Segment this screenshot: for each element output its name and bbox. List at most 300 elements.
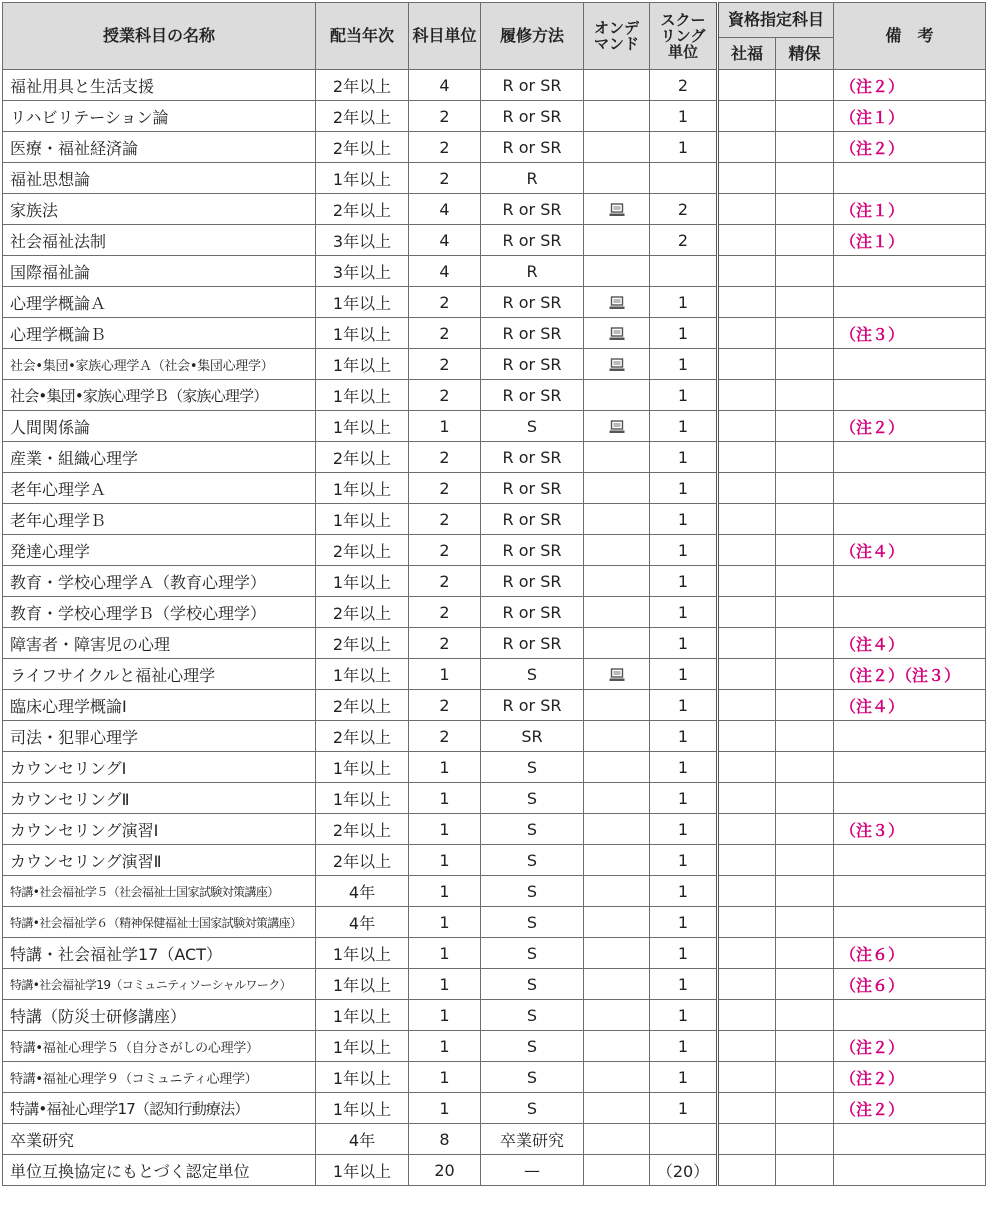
course-shafuku: [718, 411, 776, 442]
course-name: 医療・福祉経済論: [3, 132, 316, 163]
course-shafuku: [718, 1124, 776, 1155]
course-credits: 2: [409, 442, 481, 473]
course-seiho: [776, 132, 834, 163]
course-schooling: 1: [650, 597, 718, 628]
course-method: R or SR: [481, 70, 584, 101]
course-method: R or SR: [481, 318, 584, 349]
course-ondemand: [584, 597, 650, 628]
course-method: R or SR: [481, 349, 584, 380]
course-ondemand: [584, 163, 650, 194]
course-shafuku: [718, 876, 776, 907]
course-schooling: 1: [650, 101, 718, 132]
course-shafuku: [718, 690, 776, 721]
course-note: （注１）: [834, 194, 986, 225]
course-seiho: [776, 194, 834, 225]
course-year: 2年以上: [316, 442, 409, 473]
course-schooling: 1: [650, 1031, 718, 1062]
course-year: 1年以上: [316, 1093, 409, 1124]
table-row: [3, 969, 986, 1000]
course-credits: 1: [409, 907, 481, 938]
course-seiho: [776, 876, 834, 907]
course-method: S: [481, 876, 584, 907]
course-ondemand: [584, 287, 650, 318]
table-row: [3, 535, 986, 566]
course-credits: 1: [409, 1031, 481, 1062]
course-year: 4年: [316, 1124, 409, 1155]
course-year: 2年以上: [316, 101, 409, 132]
computer-icon: [609, 296, 625, 310]
course-seiho: [776, 845, 834, 876]
course-schooling: 2: [650, 225, 718, 256]
course-note: [834, 473, 986, 504]
course-note: （注２）: [834, 70, 986, 101]
course-method: S: [481, 1031, 584, 1062]
course-ondemand: [584, 225, 650, 256]
course-method: R or SR: [481, 442, 584, 473]
header-name: 授業科目の名称: [3, 3, 316, 70]
course-ondemand: [584, 938, 650, 969]
course-year: 2年以上: [316, 845, 409, 876]
course-credits: 1: [409, 411, 481, 442]
course-name: 特講•社会福祉学５（社会福祉士国家試験対策講座）: [3, 876, 316, 907]
header-row: [3, 3, 986, 38]
header-ondemand: [584, 3, 650, 70]
course-name: 心理学概論Ｂ: [3, 318, 316, 349]
course-schooling: 1: [650, 845, 718, 876]
computer-icon: [609, 668, 625, 682]
course-shafuku: [718, 597, 776, 628]
course-schooling: [650, 1124, 718, 1155]
course-credits: 2: [409, 101, 481, 132]
course-method: 卒業研究: [481, 1124, 584, 1155]
table-row: [3, 70, 986, 101]
course-ondemand: [584, 628, 650, 659]
course-schooling: 1: [650, 504, 718, 535]
course-name: 国際福祉論: [3, 256, 316, 287]
table-row: [3, 101, 986, 132]
course-method: S: [481, 938, 584, 969]
course-year: 2年以上: [316, 628, 409, 659]
course-schooling: 1: [650, 907, 718, 938]
course-note: （注４）: [834, 535, 986, 566]
course-note: （注６）: [834, 969, 986, 1000]
course-schooling: 1: [650, 690, 718, 721]
course-seiho: [776, 504, 834, 535]
course-schooling: 1: [650, 814, 718, 845]
course-year: 1年以上: [316, 938, 409, 969]
course-seiho: [776, 101, 834, 132]
course-credits: 4: [409, 256, 481, 287]
course-seiho: [776, 907, 834, 938]
course-note: （注４）: [834, 628, 986, 659]
course-year: 1年以上: [316, 380, 409, 411]
course-shafuku: [718, 101, 776, 132]
course-schooling: 1: [650, 535, 718, 566]
course-credits: 2: [409, 318, 481, 349]
course-method: R or SR: [481, 504, 584, 535]
course-note: （注２）: [834, 411, 986, 442]
header-ondemand-line1: オンデ: [593, 19, 639, 37]
course-schooling: 1: [650, 349, 718, 380]
course-schooling: 1: [650, 318, 718, 349]
course-ondemand: [584, 845, 650, 876]
course-shafuku: [718, 318, 776, 349]
course-credits: 1: [409, 1000, 481, 1031]
course-seiho: [776, 442, 834, 473]
course-credits: 2: [409, 535, 481, 566]
course-seiho: [776, 225, 834, 256]
course-seiho: [776, 566, 834, 597]
course-name: 心理学概論Ａ: [3, 287, 316, 318]
course-year: 2年以上: [316, 721, 409, 752]
course-note: [834, 597, 986, 628]
course-year: 2年以上: [316, 194, 409, 225]
course-shafuku: [718, 814, 776, 845]
course-shafuku: [718, 907, 776, 938]
course-seiho: [776, 969, 834, 1000]
course-shafuku: [718, 783, 776, 814]
course-shafuku: [718, 659, 776, 690]
course-name: 福祉用具と生活支援: [3, 70, 316, 101]
course-name: カウンセリングⅡ: [3, 783, 316, 814]
course-name: 人間関係論: [3, 411, 316, 442]
course-schooling: 1: [650, 1093, 718, 1124]
course-credits: 2: [409, 690, 481, 721]
course-seiho: [776, 287, 834, 318]
course-credits: 2: [409, 721, 481, 752]
course-seiho: [776, 349, 834, 380]
course-method: S: [481, 783, 584, 814]
course-method: R: [481, 256, 584, 287]
course-name: 臨床心理学概論Ⅰ: [3, 690, 316, 721]
course-note: （注６）: [834, 938, 986, 969]
computer-icon: [609, 327, 625, 341]
header-notes-label: 備 考: [885, 26, 934, 45]
course-ondemand: [584, 1031, 650, 1062]
header-year: 配当年次: [316, 3, 409, 70]
course-year: 1年以上: [316, 969, 409, 1000]
course-note: [834, 256, 986, 287]
course-year: 1年以上: [316, 1155, 409, 1186]
course-ondemand: [584, 256, 650, 287]
course-ondemand: [584, 473, 650, 504]
course-note: （注２）: [834, 1062, 986, 1093]
table-row: [3, 225, 986, 256]
course-ondemand: [584, 70, 650, 101]
course-name: 特講•福祉心理学５（自分さがしの心理学）: [3, 1031, 316, 1062]
course-schooling: 1: [650, 876, 718, 907]
course-method: R or SR: [481, 225, 584, 256]
course-credits: 4: [409, 225, 481, 256]
course-name: 老年心理学Ｂ: [3, 504, 316, 535]
course-name: 障害者・障害児の心理: [3, 628, 316, 659]
course-schooling: 2: [650, 194, 718, 225]
course-seiho: [776, 473, 834, 504]
course-schooling: （20）: [650, 1155, 718, 1186]
course-credits: 1: [409, 1062, 481, 1093]
computer-icon: [609, 420, 625, 434]
course-seiho: [776, 938, 834, 969]
course-method: R or SR: [481, 566, 584, 597]
course-seiho: [776, 318, 834, 349]
header-schooling: [650, 3, 718, 70]
course-seiho: [776, 1031, 834, 1062]
course-credits: 2: [409, 566, 481, 597]
course-credits: 8: [409, 1124, 481, 1155]
course-method: SR: [481, 721, 584, 752]
table-row: [3, 783, 986, 814]
course-credits: 1: [409, 969, 481, 1000]
table-row: [3, 1124, 986, 1155]
course-credits: 2: [409, 287, 481, 318]
course-shafuku: [718, 969, 776, 1000]
course-note: [834, 1000, 986, 1031]
course-shafuku: [718, 504, 776, 535]
course-schooling: 1: [650, 1000, 718, 1031]
course-seiho: [776, 1000, 834, 1031]
course-name: 社会福祉法制: [3, 225, 316, 256]
course-seiho: [776, 380, 834, 411]
table-row: [3, 442, 986, 473]
table-row: [3, 287, 986, 318]
course-credits: 2: [409, 163, 481, 194]
course-year: 2年以上: [316, 70, 409, 101]
course-schooling: 1: [650, 1062, 718, 1093]
course-method: S: [481, 845, 584, 876]
course-seiho: [776, 721, 834, 752]
course-seiho: [776, 411, 834, 442]
course-schooling: [650, 256, 718, 287]
course-schooling: 1: [650, 752, 718, 783]
course-shafuku: [718, 535, 776, 566]
table-row: [3, 690, 986, 721]
course-method: S: [481, 969, 584, 1000]
course-year: 2年以上: [316, 535, 409, 566]
course-credits: 2: [409, 380, 481, 411]
course-note: [834, 1155, 986, 1186]
course-name: 教育・学校心理学Ａ（教育心理学）: [3, 566, 316, 597]
course-shafuku: [718, 473, 776, 504]
table-row: [3, 659, 986, 690]
course-seiho: [776, 70, 834, 101]
course-schooling: 1: [650, 721, 718, 752]
course-year: 3年以上: [316, 225, 409, 256]
course-year: 1年以上: [316, 783, 409, 814]
course-note: （注１）: [834, 101, 986, 132]
table-body: [3, 70, 986, 1186]
course-credits: 1: [409, 1093, 481, 1124]
table-row: [3, 504, 986, 535]
course-credits: 4: [409, 70, 481, 101]
table-row: [3, 876, 986, 907]
course-credits: 2: [409, 132, 481, 163]
course-schooling: 1: [650, 442, 718, 473]
table-row: [3, 1000, 986, 1031]
course-name: 特講•福祉心理学17（認知行動療法）: [3, 1093, 316, 1124]
course-year: 2年以上: [316, 132, 409, 163]
course-shafuku: [718, 349, 776, 380]
table-row: [3, 597, 986, 628]
course-ondemand: [584, 535, 650, 566]
course-shafuku: [718, 1031, 776, 1062]
course-name: カウンセリング演習Ⅱ: [3, 845, 316, 876]
course-year: 1年以上: [316, 1000, 409, 1031]
course-credits: 1: [409, 752, 481, 783]
course-seiho: [776, 256, 834, 287]
course-shafuku: [718, 1155, 776, 1186]
course-note: （注２）: [834, 1031, 986, 1062]
course-method: S: [481, 411, 584, 442]
course-note: [834, 442, 986, 473]
table-row: [3, 349, 986, 380]
course-note: [834, 566, 986, 597]
course-method: S: [481, 1062, 584, 1093]
course-credits: 2: [409, 597, 481, 628]
course-name: カウンセリング演習Ⅰ: [3, 814, 316, 845]
course-note: [834, 907, 986, 938]
course-credits: 1: [409, 659, 481, 690]
course-shafuku: [718, 628, 776, 659]
course-credits: 20: [409, 1155, 481, 1186]
course-name: 特講•社会福祉学６（精神保健福祉士国家試験対策講座）: [3, 907, 316, 938]
course-schooling: 1: [650, 132, 718, 163]
course-schooling: 1: [650, 659, 718, 690]
table-row: [3, 318, 986, 349]
course-schooling: 1: [650, 287, 718, 318]
course-ondemand: [584, 1062, 650, 1093]
computer-icon: [609, 203, 625, 217]
course-year: 1年以上: [316, 659, 409, 690]
course-ondemand: [584, 411, 650, 442]
course-note: [834, 1124, 986, 1155]
course-schooling: 2: [650, 70, 718, 101]
course-name: カウンセリングⅠ: [3, 752, 316, 783]
header-shafuku: 社福: [718, 38, 776, 70]
header-method: 履修方法: [481, 3, 584, 70]
course-shafuku: [718, 163, 776, 194]
course-year: 4年: [316, 907, 409, 938]
table-row: [3, 721, 986, 752]
course-seiho: [776, 783, 834, 814]
course-credits: 1: [409, 814, 481, 845]
course-shafuku: [718, 287, 776, 318]
course-ondemand: [584, 132, 650, 163]
course-note: [834, 876, 986, 907]
course-year: 2年以上: [316, 690, 409, 721]
course-schooling: [650, 163, 718, 194]
course-year: 2年以上: [316, 597, 409, 628]
course-seiho: [776, 1124, 834, 1155]
course-ondemand: [584, 504, 650, 535]
table-row: [3, 628, 986, 659]
table-row: [3, 814, 986, 845]
course-shafuku: [718, 70, 776, 101]
table-row: [3, 938, 986, 969]
course-seiho: [776, 163, 834, 194]
course-name: 特講•福祉心理学９（コミュニティ心理学）: [3, 1062, 316, 1093]
table-row: [3, 566, 986, 597]
course-note: [834, 380, 986, 411]
course-method: R or SR: [481, 194, 584, 225]
course-name: 卒業研究: [3, 1124, 316, 1155]
course-ondemand: [584, 1000, 650, 1031]
course-shafuku: [718, 225, 776, 256]
course-year: 1年以上: [316, 473, 409, 504]
header-schooling-line3: 単位: [667, 43, 698, 61]
course-ondemand: [584, 566, 650, 597]
course-note: [834, 721, 986, 752]
course-method: S: [481, 907, 584, 938]
course-schooling: 1: [650, 783, 718, 814]
course-ondemand: [584, 194, 650, 225]
course-table: [2, 2, 986, 1186]
course-credits: 2: [409, 473, 481, 504]
header-credits: 科目単位: [409, 3, 481, 70]
computer-icon: [609, 358, 625, 372]
course-shafuku: [718, 132, 776, 163]
course-seiho: [776, 597, 834, 628]
course-ondemand: [584, 907, 650, 938]
course-method: R or SR: [481, 380, 584, 411]
course-method: S: [481, 752, 584, 783]
course-ondemand: [584, 814, 650, 845]
course-shafuku: [718, 845, 776, 876]
course-name: 老年心理学Ａ: [3, 473, 316, 504]
course-shafuku: [718, 1093, 776, 1124]
course-method: R or SR: [481, 473, 584, 504]
course-name: 教育・学校心理学Ｂ（学校心理学）: [3, 597, 316, 628]
course-shafuku: [718, 1062, 776, 1093]
course-note: [834, 783, 986, 814]
course-year: 1年以上: [316, 411, 409, 442]
course-seiho: [776, 659, 834, 690]
course-name: 発達心理学: [3, 535, 316, 566]
course-method: S: [481, 814, 584, 845]
header-qualification: 資格指定科目: [718, 3, 834, 38]
course-year: 1年以上: [316, 349, 409, 380]
course-note: （注３）: [834, 318, 986, 349]
course-ondemand: [584, 690, 650, 721]
course-name: 産業・組織心理学: [3, 442, 316, 473]
course-ondemand: [584, 876, 650, 907]
course-ondemand: [584, 380, 650, 411]
course-ondemand: [584, 349, 650, 380]
course-note: （注２）（注３）: [834, 659, 986, 690]
course-credits: 1: [409, 938, 481, 969]
course-shafuku: [718, 721, 776, 752]
course-note: [834, 752, 986, 783]
table-row: [3, 1093, 986, 1124]
course-note: [834, 163, 986, 194]
course-schooling: 1: [650, 473, 718, 504]
course-seiho: [776, 1062, 834, 1093]
course-credits: 2: [409, 504, 481, 535]
course-credits: 2: [409, 628, 481, 659]
course-name: 単位互換協定にもとづく認定単位: [3, 1155, 316, 1186]
course-method: S: [481, 1093, 584, 1124]
course-method: R or SR: [481, 101, 584, 132]
course-method: R or SR: [481, 597, 584, 628]
table-row: [3, 1155, 986, 1186]
course-year: 1年以上: [316, 504, 409, 535]
course-year: 1年以上: [316, 1062, 409, 1093]
course-name: 特講（防災士研修講座）: [3, 1000, 316, 1031]
table-row: [3, 132, 986, 163]
course-seiho: [776, 1093, 834, 1124]
course-note: （注１）: [834, 225, 986, 256]
course-ondemand: [584, 1093, 650, 1124]
course-shafuku: [718, 1000, 776, 1031]
